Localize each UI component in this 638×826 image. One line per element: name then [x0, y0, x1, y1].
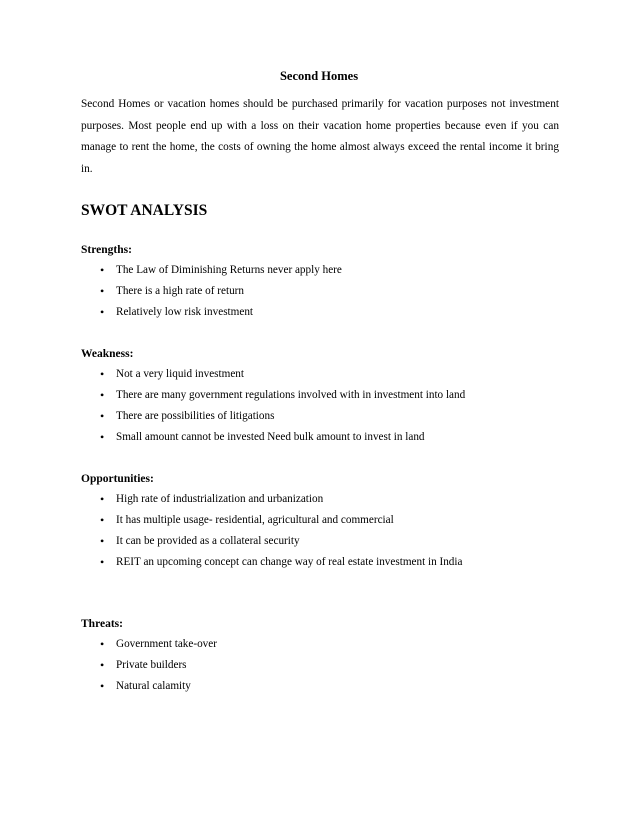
- bullet-icon: •: [100, 305, 105, 319]
- bullet-icon: •: [100, 367, 105, 381]
- bullet-icon: •: [100, 679, 105, 693]
- list-item-text: REIT an upcoming concept can change way of real estate investment in India: [116, 556, 463, 568]
- bullet-icon: •: [100, 430, 105, 444]
- strengths-list: [0, 260, 342, 323]
- bullet-icon: •: [100, 637, 105, 651]
- threats-heading: Threats:: [81, 618, 123, 630]
- bullet-icon: •: [100, 492, 105, 506]
- weakness-heading: Weakness:: [81, 348, 134, 360]
- threats-list: [0, 634, 217, 697]
- list-item: [0, 406, 465, 427]
- list-item-text: Relatively low risk investment: [116, 306, 254, 318]
- list-item-text: There are many government regulations involved with in investment into land: [116, 389, 466, 401]
- list-item-text: Natural calamity: [116, 680, 191, 692]
- document-title: Second Homes: [279, 69, 359, 83]
- list-item-text: Private builders: [116, 659, 187, 671]
- list-item: [0, 385, 465, 406]
- list-item: [0, 634, 217, 655]
- list-item: [0, 531, 462, 552]
- list-item-text: There are possibilities of litigations: [116, 410, 275, 422]
- list-item-text: It has multiple usage- residential, agricultural and commercial: [116, 514, 394, 526]
- bullet-icon: •: [100, 409, 105, 423]
- weakness-list: [0, 364, 465, 448]
- list-item: [0, 281, 342, 302]
- list-item: [0, 552, 462, 573]
- list-item: [0, 364, 465, 385]
- bullet-icon: •: [100, 534, 105, 548]
- list-item-text: Small amount cannot be invested Need bulk amount to invest in land: [116, 431, 425, 443]
- strengths-heading: Strengths:: [81, 244, 132, 256]
- list-item: [0, 489, 462, 510]
- bullet-icon: •: [100, 263, 105, 277]
- list-item-text: Government take-over: [116, 638, 217, 650]
- list-item: [0, 260, 342, 281]
- list-item-text: It can be provided as a collateral security: [116, 535, 300, 547]
- bullet-icon: •: [100, 284, 105, 298]
- list-item-text: The Law of Diminishing Returns never apply here: [116, 264, 342, 276]
- list-item: [0, 302, 342, 323]
- list-item: [0, 676, 217, 697]
- opportunities-heading: Opportunities:: [81, 473, 154, 485]
- list-item: [0, 427, 465, 448]
- bullet-icon: •: [100, 555, 105, 569]
- swot-heading: SWOT ANALYSIS: [81, 202, 208, 219]
- opportunities-list: [0, 489, 462, 573]
- bullet-icon: •: [100, 388, 105, 402]
- list-item-text: High rate of industrialization and urbanization: [116, 493, 324, 505]
- bullet-icon: •: [100, 658, 105, 672]
- list-item: [0, 510, 462, 531]
- intro-paragraph: Second Homes or vacation homes should be purchased primarily for vacation purposes not investment purposes. Most people end up with a loss on their vacation home properties because even if you can manage to rent the home, the costs of owning the home almost always exceed the rental income it bring in.: [81, 98, 559, 175]
- list-item: [0, 655, 217, 676]
- list-item-text: Not a very liquid investment: [116, 368, 245, 380]
- bullet-icon: •: [100, 513, 105, 527]
- list-item-text: There is a high rate of return: [116, 285, 244, 297]
